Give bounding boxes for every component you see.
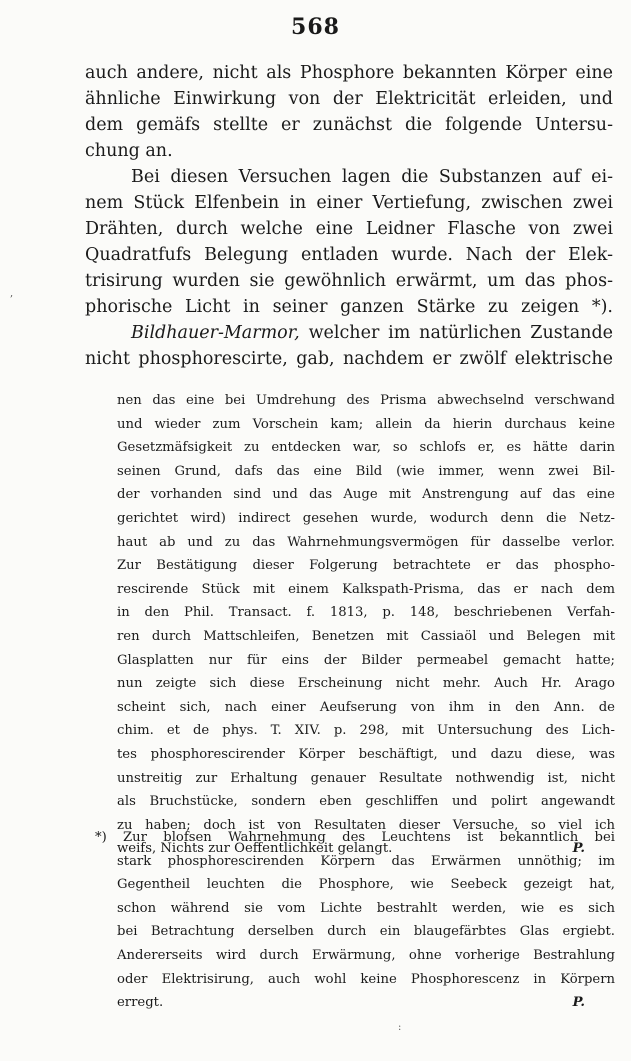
footnote-line: rescirende Stück mit einem Kalkspath-Prisma, das er nach dem bbox=[117, 581, 615, 597]
body-line: dem gemäfs stellte er zunächst die folgende Untersu- bbox=[85, 115, 613, 135]
scan-speck: , bbox=[10, 288, 14, 299]
body-line: chung an. bbox=[85, 141, 173, 161]
body-line-italic-start bbox=[85, 320, 613, 346]
scan-speck: : bbox=[398, 1022, 402, 1033]
footnote-line: unstreitig zur Erhaltung genauer Resultate nothwendig ist, nicht bbox=[117, 770, 615, 786]
footnote-signature: P. bbox=[572, 995, 585, 1011]
footnote-line: stark phosphorescirenden Körpern das Erwärmen unnöthig; im bbox=[117, 853, 615, 869]
footnote-line: ren durch Mattschleifen, Benetzen mit Cassiaöl und Belegen mit bbox=[117, 628, 615, 644]
footnote-line: haut ab und zu das Wahrnehmungsvermögen für dasselbe verlor. bbox=[117, 534, 615, 550]
footnote-line: bei Betrachtung derselben durch ein blaugefärbtes Glas ergiebt. bbox=[117, 924, 615, 940]
page-number: 568 bbox=[291, 14, 340, 40]
body-line: nem Stück Elfenbein in einer Vertiefung, zwischen zwei bbox=[85, 193, 613, 213]
body-line: phorische Licht in seiner ganzen Stärke zu zeigen *). bbox=[85, 297, 613, 317]
footnote-line: seinen Grund, dafs das eine Bild (wie immer, wenn zwei Bil- bbox=[117, 463, 615, 479]
footnote-line: schon während sie vom Lichte bestrahlt werden, wie es sich bbox=[117, 900, 615, 916]
footnote-line-text: erregt. bbox=[117, 995, 164, 1011]
footnote-line: und wieder zum Vorschein kam; allein da hierin durchaus keine bbox=[117, 416, 615, 432]
footnote-line: Glasplatten nur für eins der Bilder permeabel gemacht hatte; bbox=[117, 652, 615, 668]
footnote-line: oder Elektrisirung, auch wohl keine Phosphorescenz in Körpern bbox=[117, 971, 615, 987]
footnote-line: zu haben; doch ist von Resultaten dieser Versuche, so viel ich bbox=[117, 817, 615, 833]
footnote-line-text: weifs, Nichts zur Oeffentlichkeit gelangt. bbox=[117, 841, 393, 857]
footnote-line: nun zeigte sich diese Erscheinung nicht mehr. Auch Hr. Arago bbox=[117, 676, 615, 692]
body-line: nicht phosphorescirte, gab, nachdem er zwölf elektrische bbox=[85, 349, 613, 369]
footnote-line: gerichtet wird) indirect gesehen wurde, wodurch denn die Netz- bbox=[117, 510, 615, 526]
footnote-signature: P. bbox=[572, 841, 585, 857]
main-body-text bbox=[85, 60, 613, 372]
body-line: Drähten, durch welche eine Leidner Flasche von zwei bbox=[85, 219, 613, 239]
footnote-line: Gegentheil leuchten die Phosphore, wie Seebeck gezeigt hat, bbox=[117, 877, 615, 893]
footnote-line: in den Phil. Transact. f. 1813, p. 148, beschriebenen Verfah- bbox=[117, 605, 615, 621]
footnote-line: Gesetzmäfsigkeit zu entdecken war, so schlofs er, es hätte darin bbox=[117, 440, 615, 456]
footnote-line: Zur Bestätigung dieser Folgerung betrachtete er das phospho- bbox=[117, 558, 615, 574]
italic-phrase: Bildhauer-Marmor, bbox=[131, 323, 300, 343]
footnote-line-final bbox=[95, 991, 615, 1015]
body-line: Quadratfufs Belegung entladen wurde. Nach der Elek- bbox=[85, 245, 613, 265]
footnote-continued bbox=[117, 389, 615, 861]
body-line-rest: welcher im natürlichen Zustande bbox=[299, 323, 613, 343]
footnote-line: *) Zur blofsen Wahrnehmung des Leuchtens ist bekanntlich bei bbox=[95, 830, 615, 845]
body-line: auch andere, nicht als Phosphore bekannten Körper eine bbox=[85, 63, 613, 83]
body-line: Bei diesen Versuchen lagen die Substanzen auf ei- bbox=[131, 167, 613, 187]
footnote-star bbox=[95, 826, 615, 1015]
footnote-line: Andererseits wird durch Erwärmung, ohne vorherige Bestrahlung bbox=[117, 947, 615, 963]
footnote-line: der vorhanden sind und das Auge mit Anstrengung auf das eine bbox=[117, 487, 615, 503]
footnote-line: scheint sich, nach einer Aeufserung von ihm in den Ann. de bbox=[117, 699, 615, 715]
body-line: ähnliche Einwirkung von der Elektricität erleiden, und bbox=[85, 89, 613, 109]
footnote-line: nen das eine bei Umdrehung des Prisma abwechselnd verschwand bbox=[117, 393, 615, 408]
footnote-line: tes phosphorescirender Körper beschäftigt, und dazu diese, was bbox=[117, 746, 615, 762]
body-line: trisirung wurden sie gewöhnlich erwärmt, um das phos- bbox=[85, 271, 613, 291]
footnote-line: chim. et de phys. T. XIV. p. 298, mit Untersuchung des Lich- bbox=[117, 723, 615, 739]
footnote-line: als Bruchstücke, sondern eben geschliffen und polirt angewandt bbox=[117, 794, 615, 810]
